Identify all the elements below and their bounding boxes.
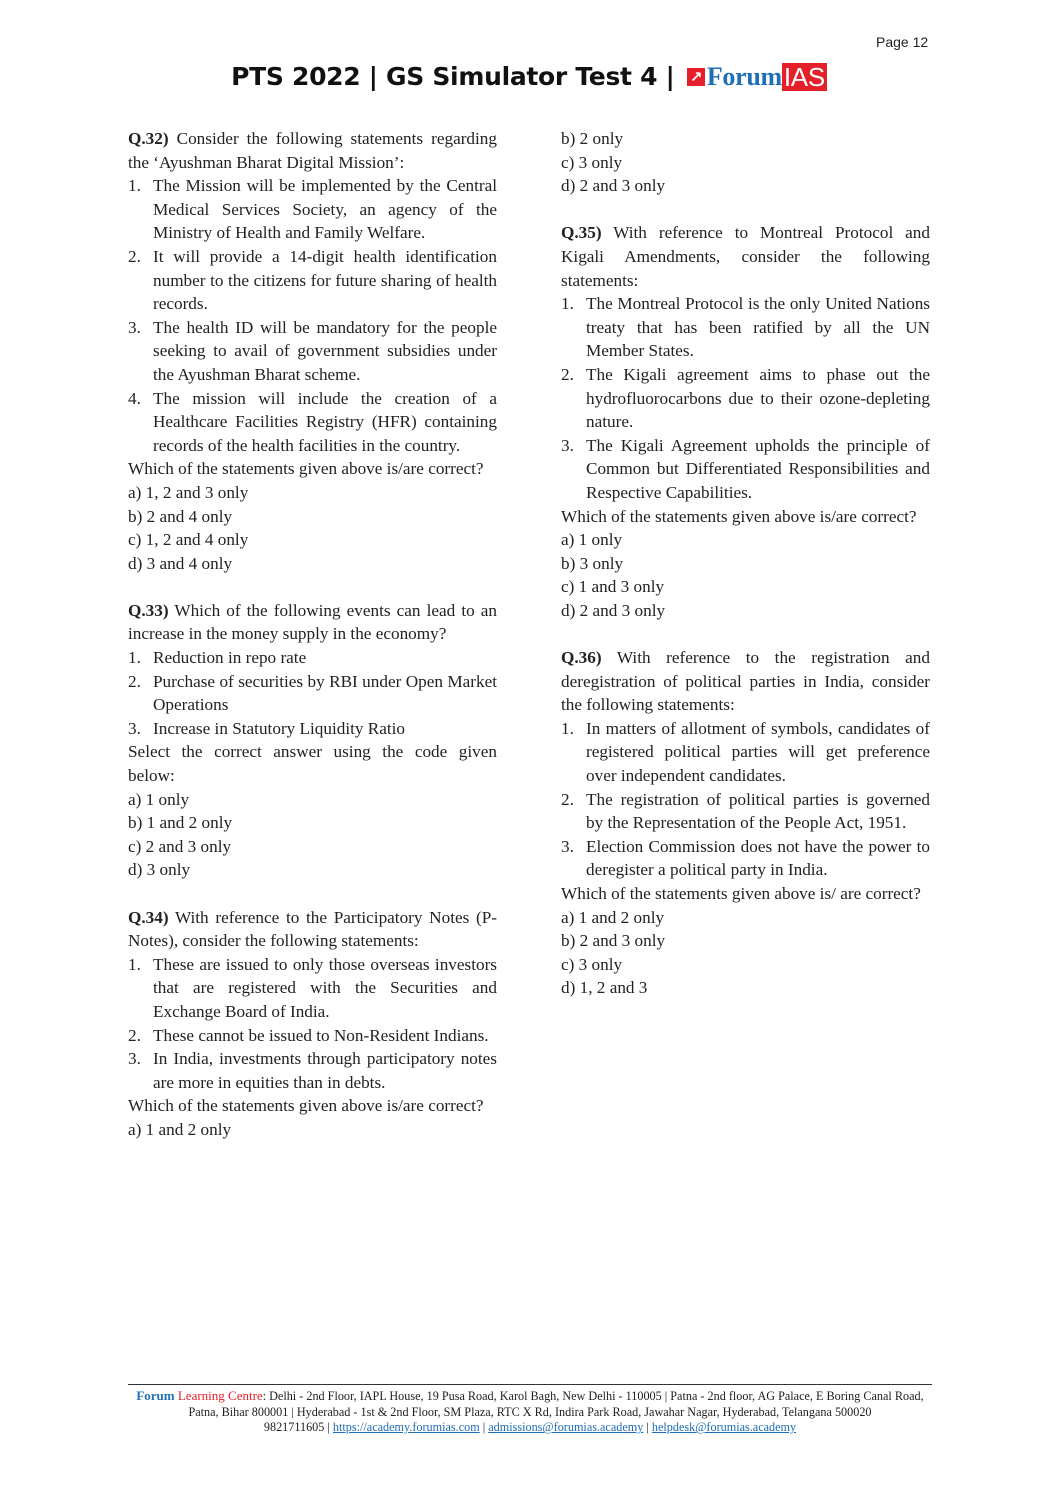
question-intro: Which of the following events can lead to an increase in the money supply in the economy? bbox=[128, 600, 497, 644]
website-link[interactable]: https://academy.forumias.com bbox=[332, 1420, 480, 1435]
question-stem: Which of the statements given above is/ are correct? bbox=[561, 884, 921, 903]
option: d) 2 and 3 only bbox=[561, 176, 666, 196]
question-intro: With reference to Montreal Protocol and Kigali Amendments, consider the following statements: bbox=[561, 223, 930, 290]
statement: 3. In India, investments through participatory notes are more in equities than in debts. bbox=[128, 1049, 497, 1092]
forumias-logo: ↗ Forum IAS bbox=[687, 62, 827, 92]
question-35 bbox=[561, 221, 930, 622]
option: b) 2 and 4 only bbox=[128, 506, 233, 526]
option: c) 3 only bbox=[561, 954, 623, 974]
question-number: Q.33) bbox=[128, 600, 169, 620]
option: c) 3 only bbox=[561, 152, 623, 172]
question-34-continued bbox=[561, 127, 930, 198]
question-number: Q.35) bbox=[561, 223, 602, 243]
statement: 1. In matters of allotment of symbols, candidates of registered political parties will get preference over independent candidates. bbox=[561, 718, 930, 786]
footer-address: : Delhi - 2nd Floor, IAPL House, 19 Pusa Road, Karol Bagh, New Delhi - 110005 | Patna - 2nd floor, AG Palace, E Boring Canal Road, Patna, Bihar 800001 | Hyderabad - 1st & 2nd Floor, SM Plaza, RTC X Rd, Indira Park Road, Jawahar Nagar, Hyderabad, Telangana 500020 bbox=[188, 1389, 924, 1419]
statement: 4. The mission will include the creation of a Healthcare Facilities Registry (HFR) containing records of the health facilities in the country. bbox=[128, 388, 497, 455]
option: c) 1 and 3 only bbox=[561, 577, 665, 597]
question-33 bbox=[128, 599, 497, 882]
question-32 bbox=[128, 127, 497, 575]
admissions-email-link[interactable]: admissions@forumias.academy bbox=[488, 1420, 644, 1435]
statement: 2. These cannot be issued to Non-Resident Indians. bbox=[128, 1025, 489, 1045]
header-title: PTS 2022 | GS Simulator Test 4 | bbox=[231, 62, 675, 91]
statement: 1. The Montreal Protocol is the only United Nations treaty that has been ratified by all the UN Member States. bbox=[561, 294, 930, 361]
footer-phone: 9821711605 bbox=[263, 1420, 325, 1435]
option: a) 1 only bbox=[561, 530, 623, 550]
option: d) 3 only bbox=[128, 860, 191, 880]
statement: 2. The registration of political parties is governed by the Representation of the People Act, 1951. bbox=[561, 789, 930, 833]
question-intro: Consider the following statements regarding the ‘Ayushman Bharat Digital Mission’: bbox=[128, 129, 497, 172]
option: d) 1, 2 and 3 bbox=[561, 978, 648, 998]
statement: 2. It will provide a 14-digit health identification number to the citizens for future sharing of health records. bbox=[128, 246, 497, 314]
helpdesk-email-link[interactable]: helpdesk@forumias.academy bbox=[651, 1420, 797, 1435]
option: a) 1 only bbox=[128, 789, 190, 809]
question-stem: Which of the statements given above is/are correct? bbox=[128, 459, 484, 479]
arrow-icon: ↗ bbox=[687, 68, 705, 86]
page-footer: Forum Learning Centre: Delhi - 2nd Floor, IAPL House, 19 Pusa Road, Karol Bagh, New Delhi - 110005 | Patna - 2nd floor, AG Palace, E Boring Canal Road, Patna, Bihar 800001 | Hyderabad - 1st & 2nd Floor, SM Plaza, RTC X Rd, Indira Park Road, Jawahar Nagar, Hyderabad, Telangana 500020 9821711605 | https://academy.forumias.com | admissions@forumias.academy | helpdesk@forumias.academy bbox=[128, 1384, 932, 1436]
question-intro: With reference to the registration and deregistration of political parties in India, consider the following statements: bbox=[561, 648, 930, 715]
footer-brand: Forum bbox=[136, 1388, 175, 1403]
option: a) 1 and 2 only bbox=[128, 1119, 232, 1139]
question-number: Q.34) bbox=[128, 907, 169, 927]
question-stem: Which of the statements given above is/are correct? bbox=[128, 1096, 484, 1116]
question-number: Q.32) bbox=[128, 129, 169, 148]
question-number: Q.36) bbox=[561, 648, 602, 668]
option: c) 1, 2 and 4 only bbox=[128, 530, 249, 550]
statement: 3. The Kigali Agreement upholds the principle of Common but Differentiated Responsibilities and Respective Capabilities. bbox=[561, 435, 930, 502]
left-column bbox=[128, 127, 497, 1142]
option: d) 2 and 3 only bbox=[561, 600, 666, 620]
option: b) 1 and 2 only bbox=[128, 813, 233, 833]
footer-brand-suffix: Learning Centre bbox=[174, 1388, 263, 1403]
statement: 1. The Mission will be implemented by the Central Medical Services Society, an agency of the Ministry of Health and Family Welfare. bbox=[128, 176, 497, 243]
statement: 3. The health ID will be mandatory for the people seeking to avail of government subsidies under the Ayushman Bharat scheme. bbox=[128, 317, 497, 384]
statement: 2. The Kigali agreement aims to phase out the hydrofluorocarbons due to their ozone-depleting nature. bbox=[561, 364, 930, 432]
option: b) 2 only bbox=[561, 129, 624, 148]
statement: 1. These are issued to only those overseas investors that are registered with the Securities and Exchange Board of India. bbox=[128, 954, 497, 1021]
question-36 bbox=[561, 646, 930, 1000]
option: a) 1, 2 and 3 only bbox=[128, 482, 249, 502]
option: c) 2 and 3 only bbox=[128, 836, 232, 856]
page-header bbox=[0, 62, 1058, 92]
statement: 1. Reduction in repo rate bbox=[128, 648, 307, 668]
question-stem: Select the correct answer using the code given below: bbox=[128, 742, 497, 786]
question-stem: Which of the statements given above is/are correct? bbox=[561, 506, 917, 526]
statement: 3. Election Commission does not have the power to deregister a political party in India. bbox=[561, 836, 930, 880]
option: b) 2 and 3 only bbox=[561, 931, 666, 951]
option: d) 3 and 4 only bbox=[128, 553, 233, 573]
question-34 bbox=[128, 906, 497, 1142]
statement: 3. Increase in Statutory Liquidity Ratio bbox=[128, 718, 406, 738]
page-number: Page 12 bbox=[876, 34, 929, 50]
option: a) 1 and 2 only bbox=[561, 907, 665, 927]
option: b) 3 only bbox=[561, 553, 624, 573]
right-column bbox=[561, 127, 930, 1024]
statement: 2. Purchase of securities by RBI under Open Market Operations bbox=[128, 671, 497, 715]
question-intro: With reference to the Participatory Notes (P-Notes), consider the following statements: bbox=[128, 907, 497, 951]
